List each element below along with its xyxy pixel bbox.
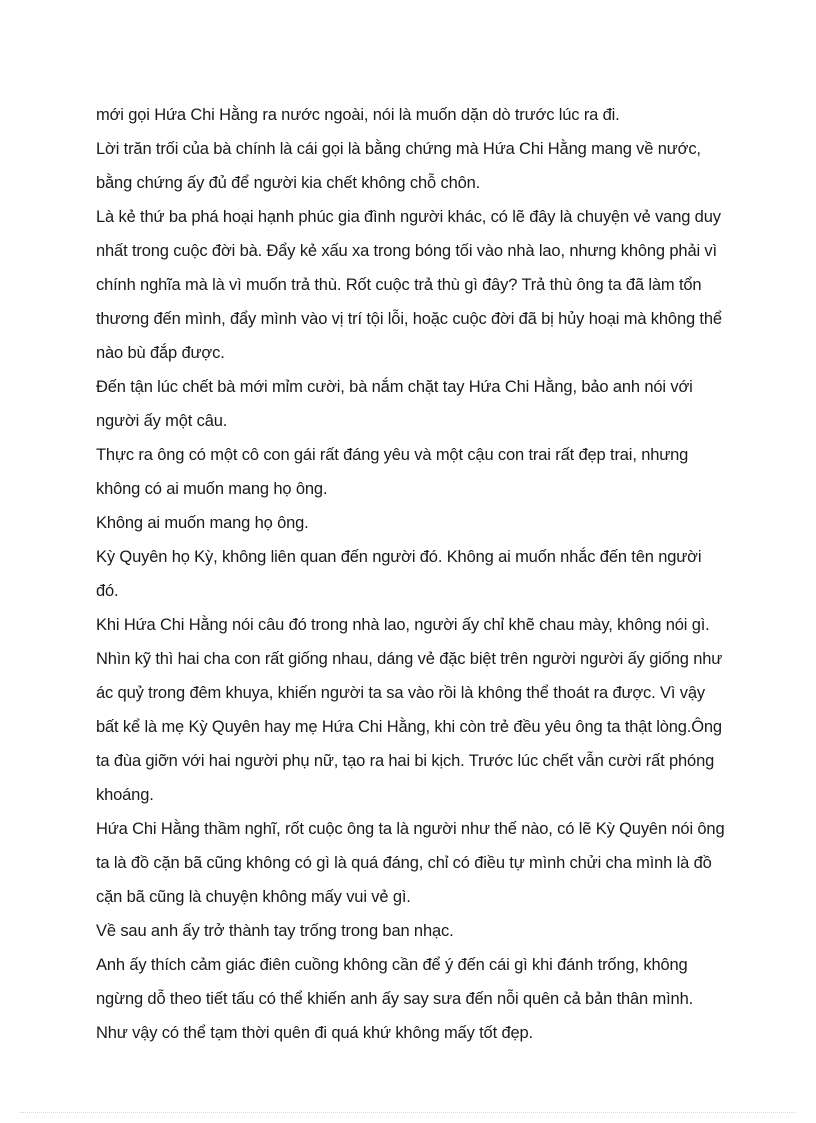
paragraph-8: Khi Hứa Chi Hằng nói câu đó trong nhà lao, người ấy chỉ khẽ chau mày, không nói gì. [96, 616, 710, 634]
paragraph-4: Đến tận lúc chết bà mới mỉm cười, bà nắm chặt tay Hứa Chi Hằng, bảo anh nói với người ấy một câu. [96, 378, 693, 430]
paragraph-11: Về sau anh ấy trở thành tay trống trong ban nhạc. [96, 922, 454, 940]
paragraph-3: Là kẻ thứ ba phá hoại hạnh phúc gia đình người khác, có lẽ đây là chuyện vẻ vang duy nhất trong cuộc đời bà. Đẩy kẻ xấu xa trong bóng tối vào nhà lao, nhưng không phải vì chính nghĩa mà là vì muốn trả thù. Rốt cuộc trả thù gì đây? Trả thù ông ta đã làm tổn thương đến mình, đẩy mình vào vị trí tội lỗi, hoặc cuộc đời đã bị hủy hoại mà không thể nào bù đắp được. [96, 208, 722, 362]
paragraph-10: Hứa Chi Hằng thầm nghĩ, rốt cuộc ông ta là người như thế nào, có lẽ Kỳ Quyên nói ông ta là đồ cặn bã cũng không có gì là quá đáng, chỉ có điều tự mình chửi cha mình là đồ cặn bã cũng là chuyện không mấy vui vẻ gì. [96, 820, 725, 906]
paragraph-6: Không ai muốn mang họ ông. [96, 514, 309, 532]
paragraph-2: Lời trăn trối của bà chính là cái gọi là bằng chứng mà Hứa Chi Hằng mang về nước, bằng chứng ấy đủ để người kia chết không chỗ chôn. [96, 140, 701, 192]
page-bottom-divider [20, 1112, 796, 1113]
paragraph-7: Kỳ Quyên họ Kỳ, không liên quan đến người đó. Không ai muốn nhắc đến tên người đó. [96, 548, 702, 600]
body-text [96, 98, 726, 1050]
paragraph-5: Thực ra ông có một cô con gái rất đáng yêu và một cậu con trai rất đẹp trai, nhưng không có ai muốn mang họ ông. [96, 446, 689, 498]
paragraph-1: mới gọi Hứa Chi Hằng ra nước ngoài, nói là muốn dặn dò trước lúc ra đi. [96, 106, 620, 124]
paragraph-9: Nhìn kỹ thì hai cha con rất giống nhau, dáng vẻ đặc biệt trên người người ấy giống như ác quỷ trong đêm khuya, khiến người ta sa vào rồi là không thể thoát ra được. Vì vậy bất kể là mẹ Kỳ Quyên hay mẹ Hứa Chi Hằng, khi còn trẻ đều yêu ông ta thật lòng.Ông ta đùa giỡn với hai người phụ nữ, tạo ra hai bi kịch. Trước lúc chết vẫn cười rất phóng khoáng. [96, 650, 723, 804]
paragraph-12: Anh ấy thích cảm giác điên cuồng không cần để ý đến cái gì khi đánh trống, không ngừng dỗ theo tiết tấu có thể khiến anh ấy say sưa đến nỗi quên cả bản thân mình. Như vậy có thể tạm thời quên đi quá khứ không mấy tốt đẹp. [96, 956, 694, 1042]
